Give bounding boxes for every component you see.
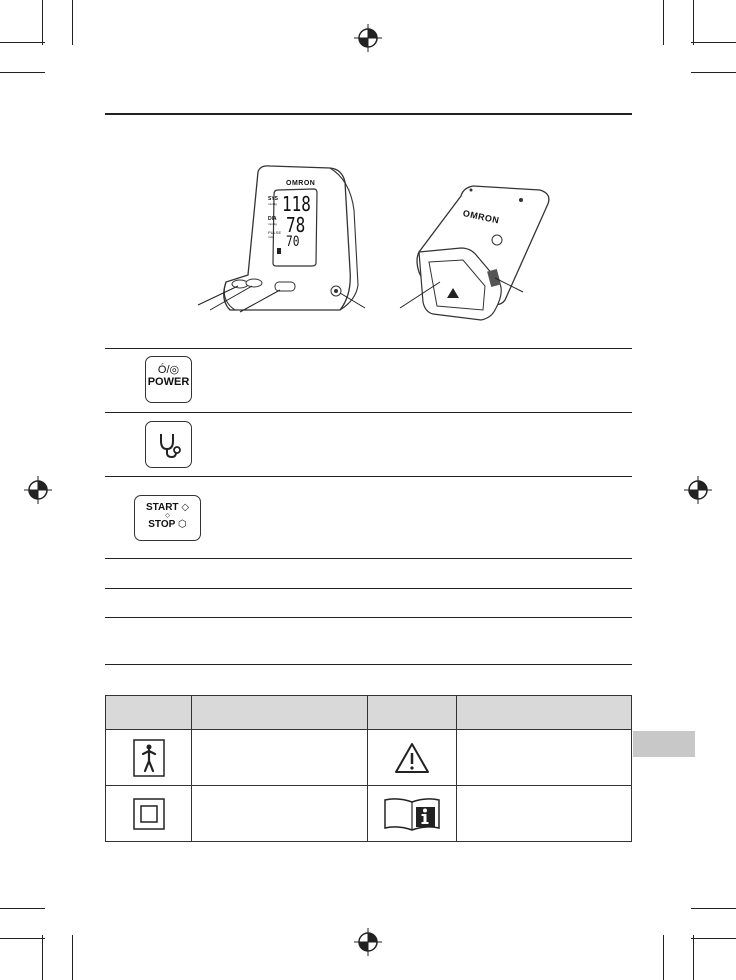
read-manual-icon: [383, 796, 441, 832]
brand-logo: OMRON: [286, 180, 316, 187]
table-cell: [192, 730, 368, 786]
dia-label: DIA: [268, 216, 277, 222]
table-cell: [457, 786, 632, 842]
registration-target-icon: [24, 476, 52, 504]
section-rule: [105, 412, 632, 413]
crop-mark: [691, 938, 736, 939]
warning-triangle-icon: [394, 742, 430, 774]
type-bf-applied-part-icon: [133, 739, 165, 777]
monitor-front-illustration: [190, 160, 370, 320]
stethoscope-button[interactable]: [145, 421, 192, 468]
class-ii-equipment-icon: [133, 798, 165, 830]
table-cell: [106, 786, 192, 842]
table-header-cell: [368, 696, 457, 730]
crop-mark: [693, 935, 694, 980]
header-rule: [105, 113, 632, 115]
crop-mark: [72, 935, 73, 980]
section-rule: [105, 664, 632, 665]
stethoscope-icon: [145, 421, 192, 468]
crop-mark: [42, 0, 43, 45]
display-indicator: [277, 248, 281, 254]
section-rule: [105, 348, 632, 349]
symbols-table: [105, 695, 632, 842]
crop-mark: [72, 0, 73, 45]
section-rule: [105, 588, 632, 589]
crop-mark: [691, 42, 736, 43]
start-icon: ◇: [181, 502, 190, 513]
pulse-label: PULSE: [268, 230, 282, 235]
table-cell: [192, 786, 368, 842]
power-label: POWER: [147, 376, 190, 388]
start-stop-button[interactable]: [134, 495, 201, 541]
section-tab-marker: [633, 731, 695, 757]
table-cell: [368, 786, 457, 842]
table-row: [106, 786, 632, 842]
crop-mark: [0, 938, 45, 939]
dia-value: 78: [286, 213, 306, 237]
power-button[interactable]: [145, 356, 192, 403]
table-header-row: [106, 696, 632, 730]
table-header-cell: [192, 696, 368, 730]
start-label: START: [145, 502, 179, 513]
monitor-back-illustration: [395, 182, 555, 327]
sys-label: SYS: [268, 196, 279, 202]
crop-mark: [691, 908, 736, 909]
crop-mark: [691, 72, 736, 73]
crop-mark: [0, 72, 45, 73]
table-header-cell: [457, 696, 632, 730]
registration-target-icon: [354, 24, 382, 52]
crop-mark: [0, 42, 45, 43]
table-cell: [368, 730, 457, 786]
section-rule: [105, 617, 632, 618]
crop-mark: [663, 0, 664, 45]
table-cell: [106, 730, 192, 786]
registration-target-icon: [354, 928, 382, 956]
sys-unit: mmHg: [268, 202, 277, 206]
dia-unit: mmHg: [268, 222, 277, 226]
table-cell: [457, 730, 632, 786]
sys-value: 118: [282, 192, 311, 216]
stop-label: STOP: [148, 519, 176, 530]
crop-mark: [663, 935, 664, 980]
section-rule: [105, 476, 632, 477]
crop-mark: [0, 908, 45, 909]
crop-mark: [693, 0, 694, 45]
section-rule: [105, 558, 632, 559]
brand-logo-back: OMRON: [461, 208, 501, 226]
stop-icon: ⬡: [178, 519, 187, 530]
separator-dot-icon: ◇: [165, 513, 170, 519]
crop-mark: [42, 935, 43, 980]
power-symbol: Ó/◎: [157, 364, 180, 376]
table-row: [106, 730, 632, 786]
table-header-cell: [106, 696, 192, 730]
pulse-value: 70: [286, 234, 300, 250]
registration-target-icon: [684, 476, 712, 504]
pulse-unit: /min: [268, 235, 274, 239]
